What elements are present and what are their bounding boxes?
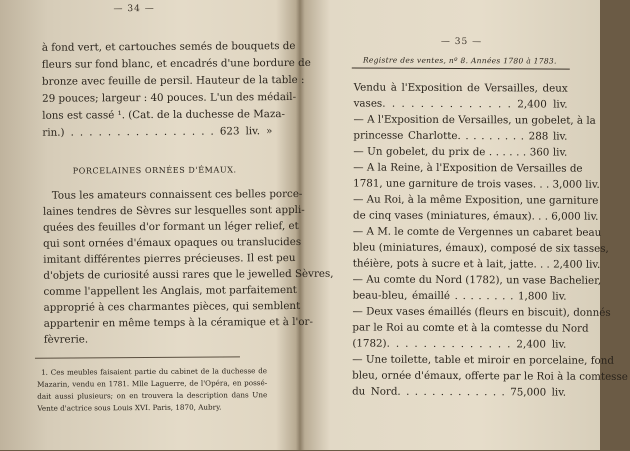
entry-line: par le Roi au comte et à la comtesse du Nord: [352, 321, 589, 335]
footnote-line: 1. Ces meubles faisaient partie du cabinet de la duchesse de: [41, 366, 268, 377]
price-line: (1782). . . . . . . . . . . . . . 2,400 liv.: [352, 337, 567, 351]
entry-line: Vendu à l'Exposition de Versailles, deux: [353, 81, 568, 95]
footnote-line: Vente d'actrice sous Louis XVI. Paris, 1870, Aubry.: [37, 402, 222, 413]
text-line: comme l'appellent les Anglais, mot parfaitement: [43, 283, 297, 298]
text-line: laines tendres de Sèvres sur lesquelles sont appli-: [42, 203, 305, 218]
text-line: quées des feuilles d'or formant un léger relief, et: [43, 219, 299, 234]
text-line: imitant différentes pierres précieuses. Il est peu: [43, 251, 296, 266]
footnote-line: Mazarin, vendu en 1781. Mlle Laguerre, de l'Opéra, en possé-: [37, 378, 268, 389]
text-line: lons est cassé ¹. (Cat. de la duchesse de Maza-: [42, 108, 286, 122]
price-line: beau-bleu, émaillé . . . . . . . . 1,800 liv.: [352, 289, 567, 303]
section-title: PORCELAINES ORNÉES D'ÉMAUX.: [72, 165, 237, 176]
text-line: d'objets de curiosité aussi rares que le jewelled Sèvres,: [43, 267, 334, 282]
text-line: qui sont ornées d'émaux opaques ou translucides: [43, 235, 302, 250]
price-line: de cinq vases (miniatures, émaux). . . 6,000 liv.: [352, 209, 599, 223]
text-line: appartenir en même temps à la céramique et à l'or-: [43, 315, 313, 330]
entry-line: — A la Reine, à l'Exposition de Versailles de: [353, 161, 583, 175]
header-rule: [352, 67, 570, 69]
footnote-line: dait aussi plusieurs; on en trouvera la description dans Une: [37, 390, 268, 401]
entry-line: — Deux vases émaillés (fleurs en biscuit), donnés: [352, 305, 611, 319]
text-line: fleurs sur fond blanc, et encadrés d'une bordure de: [41, 56, 311, 71]
entry-line: bleu (miniatures, émaux), composé de six tasses,: [352, 241, 609, 255]
entry-line: — A l'Exposition de Versailles, un gobelet, à la: [353, 113, 596, 127]
footnote-divider: [35, 356, 240, 358]
text-line: à fond vert, et cartouches semés de bouquets de: [41, 39, 296, 54]
entry-line: — A M. le comte de Vergennes un cabaret beau: [352, 225, 602, 239]
right-page: [302, 0, 628, 451]
price-line: rin.) . . . . . . . . . . . . . . . . 623 liv. »: [42, 125, 273, 139]
price-line: princesse Charlotte. . . . . . . . . 288 liv.: [353, 129, 568, 143]
entry-line: — Au comte du Nord (1782), un vase Bachelier,: [352, 273, 602, 287]
text-line: fèvrerie.: [43, 333, 89, 346]
page-number-right: — 35 —: [440, 36, 483, 48]
running-head: Registre des ventes, nº 8. Années 1780 à 1783.: [362, 55, 557, 66]
price-line: du Nord. . . . . . . . . . . . . 75,000 liv.: [352, 385, 567, 399]
text-line: Tous les amateurs connaissent ces belles porce-: [51, 187, 303, 202]
page-number-left: — 34 —: [113, 3, 155, 15]
text-line: 29 pouces; largeur : 40 pouces. L'un des médail-: [42, 90, 297, 105]
entry-line: bleu, ornée d'émaux, offerte par le Roi à la comtesse: [352, 369, 628, 383]
entry-line: — Au Roi, à la même Exposition, une garniture: [353, 193, 599, 207]
price-line: — Un gobelet, du prix de . . . . . . 360 liv.: [353, 145, 568, 159]
text-line: bronze avec feuille de persil. Hauteur de la table :: [41, 73, 305, 88]
price-line: 1781, une garniture de trois vases. . . 3,000 liv.: [353, 177, 600, 191]
text-line: approprié à ces charmantes pièces, qui semblent: [43, 299, 301, 314]
price-line: théière, pots à sucre et à lait, jatte. . . 2,400 liv.: [352, 257, 601, 271]
price-line: vases. . . . . . . . . . . . . . 2,400 liv.: [353, 97, 568, 111]
entry-line: — Une toilette, table et miroir en porcelaine, fond: [352, 353, 614, 367]
